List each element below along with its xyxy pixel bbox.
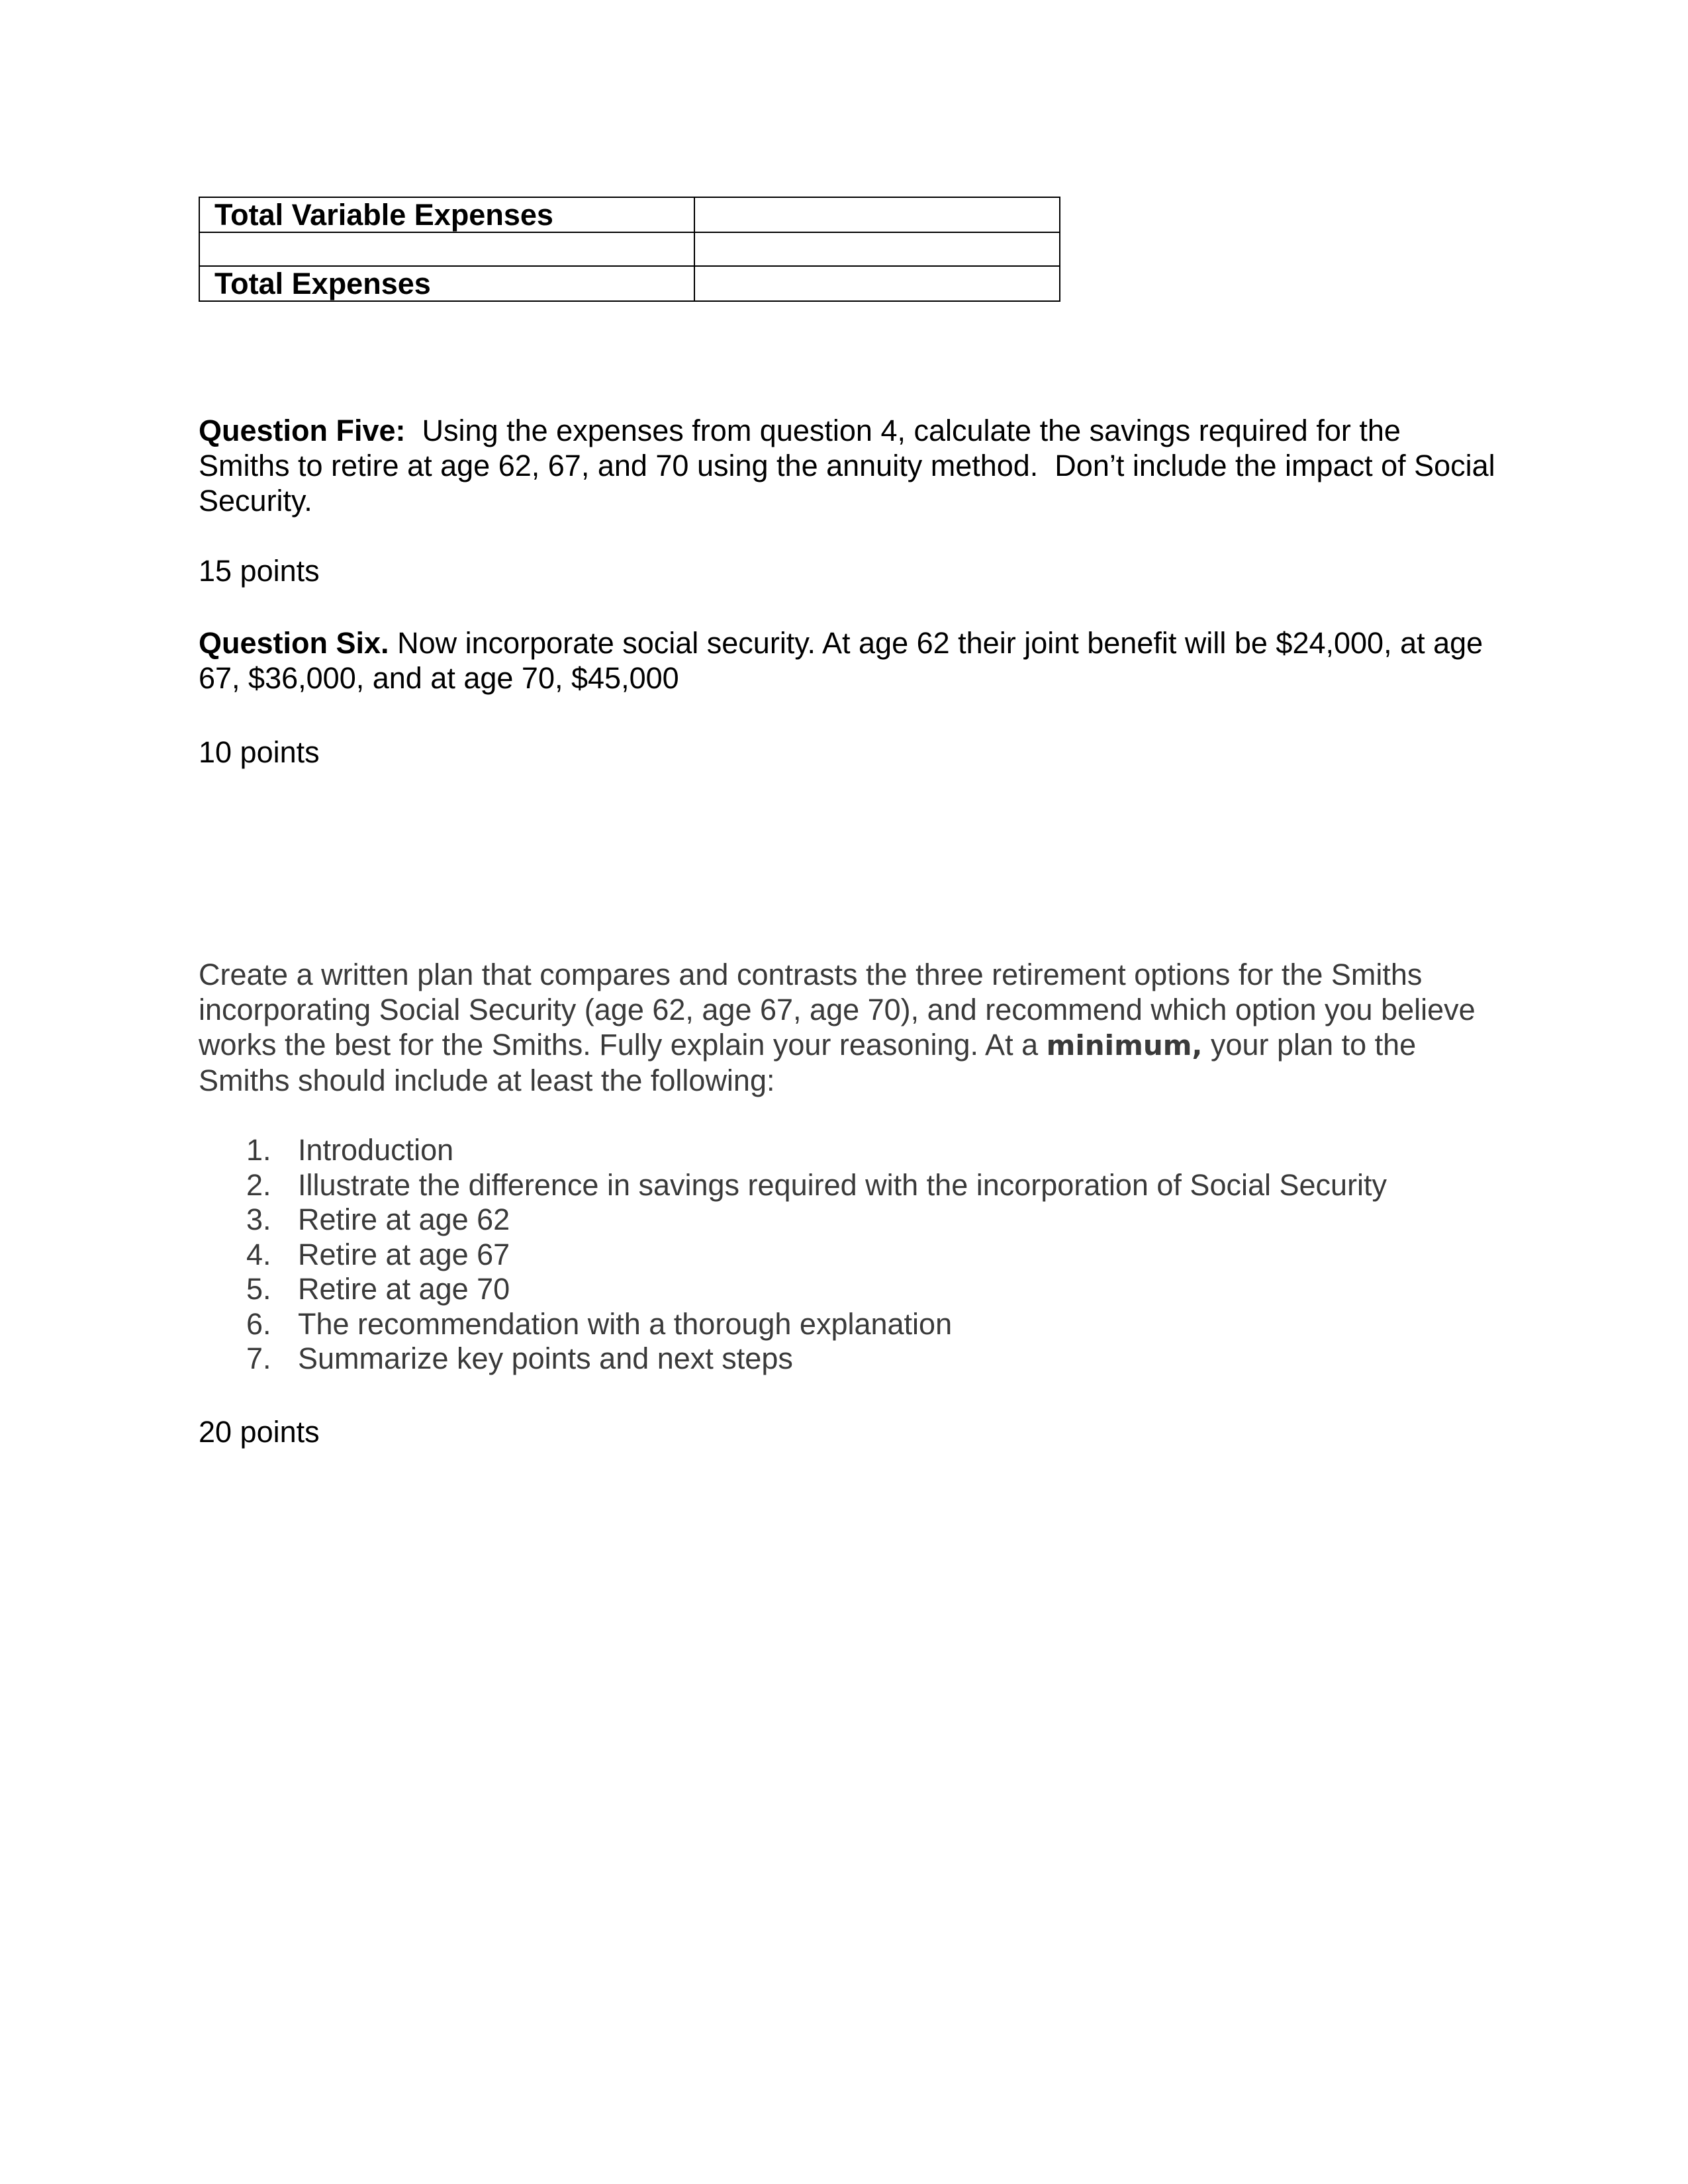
table-cell-value xyxy=(694,232,1060,266)
expense-summary-table xyxy=(199,197,1060,302)
list-item-number: 7. xyxy=(246,1342,271,1375)
table-cell-label xyxy=(199,232,694,266)
question-six-text: Now incorporate social security. At age 62 their joint benefit will be $24,000, at age 67, $36,000, and at age 70, $45,000 xyxy=(199,626,1491,695)
list-item-number: 1. xyxy=(246,1133,271,1167)
table-row xyxy=(199,197,1060,232)
list-item-number: 2. xyxy=(246,1167,271,1202)
list-item-number: 3. xyxy=(246,1203,271,1236)
written-plan-text-before: Create a written plan that compares and contrasts the three retirement options for the Smiths incorporating Social Security (age 62, age 67, age 70), and recommend which option you believe works the best for the Smiths. Fully explain your reasoning. At a xyxy=(199,958,1476,1062)
written-plan-points: 20 points xyxy=(199,1415,320,1449)
written-plan-list xyxy=(199,1133,1387,1377)
list-item xyxy=(199,1203,1387,1238)
list-item xyxy=(199,1133,1387,1168)
question-five-heading: Question Five: xyxy=(199,414,406,447)
list-item-text: Summarize key points and next steps xyxy=(298,1342,793,1375)
list-item-text: Retire at age 67 xyxy=(298,1237,510,1271)
written-plan-text-after: your plan to the Smiths should include at least the following: xyxy=(199,1028,1417,1097)
question-five-text: Using the expenses from question 4, calculate the savings required for the Smiths to retire at age 62, 67, and 70 using the annuity method. Don’t include the impact of Social Security. xyxy=(199,414,1504,518)
question-six-points: 10 points xyxy=(199,735,320,769)
question-five-paragraph xyxy=(199,413,1504,518)
list-item-text: Retire at age 70 xyxy=(298,1272,510,1306)
list-item xyxy=(199,1238,1387,1273)
table-row xyxy=(199,232,1060,266)
table-cell-label: Total Expenses xyxy=(199,266,694,301)
list-item-number: 6. xyxy=(246,1306,271,1341)
list-item xyxy=(199,1342,1387,1377)
list-item xyxy=(199,1168,1387,1203)
written-plan-emphasis: minimum, xyxy=(1046,1029,1203,1062)
list-item-number: 5. xyxy=(246,1272,271,1306)
question-six-paragraph xyxy=(199,625,1496,696)
question-five-points: 15 points xyxy=(199,554,320,588)
table-cell-value xyxy=(694,197,1060,232)
question-six-heading: Question Six. xyxy=(199,626,389,660)
list-item-number: 4. xyxy=(246,1237,271,1271)
list-item-text: The recommendation with a thorough explanation xyxy=(298,1306,953,1341)
list-item-text: Retire at age 62 xyxy=(298,1203,510,1236)
list-item-text: Illustrate the difference in savings required with the incorporation of Social Security xyxy=(298,1167,1387,1202)
table-cell-value xyxy=(694,266,1060,301)
written-plan-instructions xyxy=(199,957,1496,1098)
list-item xyxy=(199,1307,1387,1342)
list-item-text: Introduction xyxy=(298,1133,454,1167)
table-cell-label: Total Variable Expenses xyxy=(199,197,694,232)
list-item xyxy=(199,1272,1387,1307)
table-row xyxy=(199,266,1060,301)
